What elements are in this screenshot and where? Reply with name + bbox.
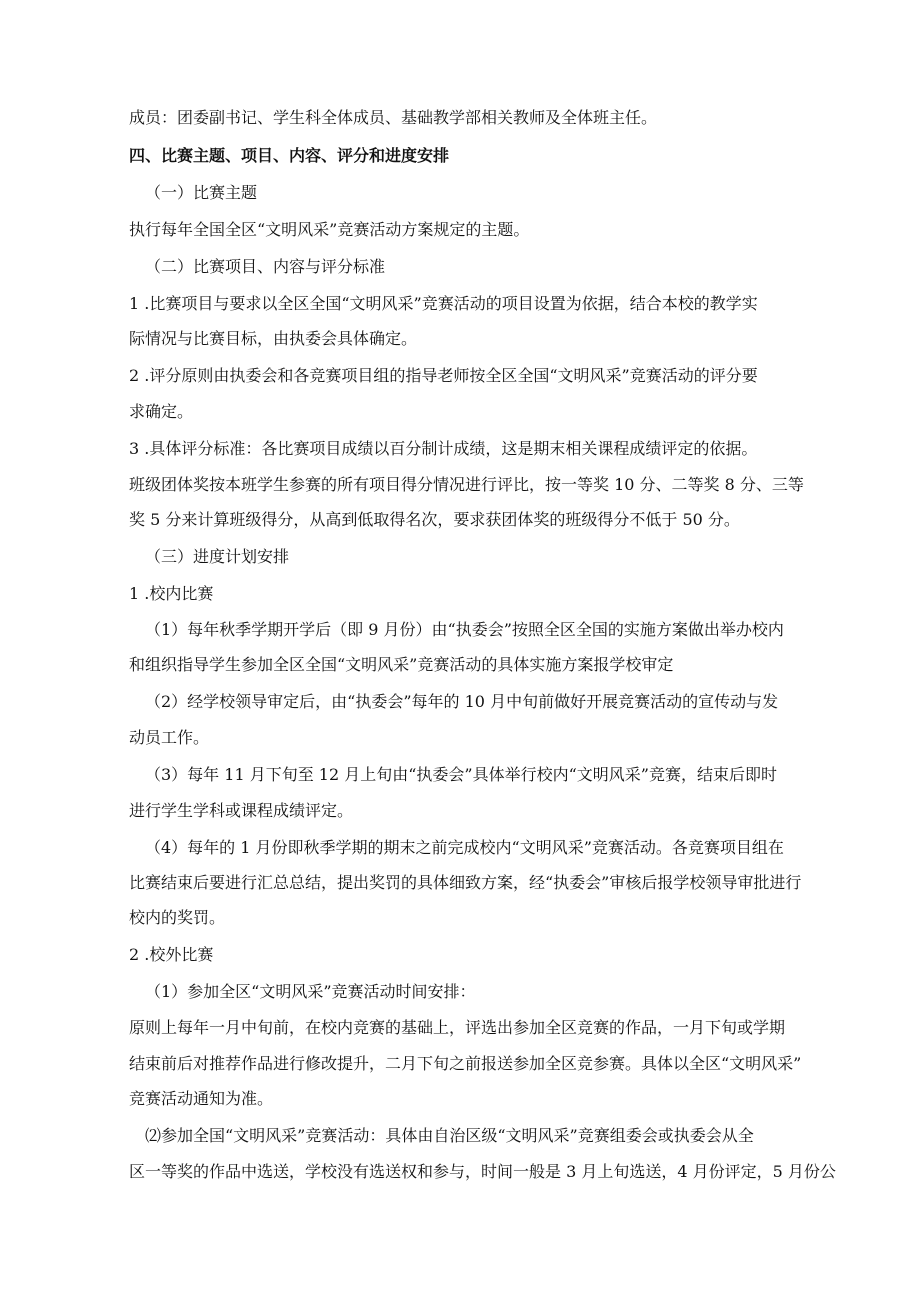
external-item-1-line-3: 竞赛活动通知为准。	[129, 1089, 274, 1108]
subheading-schedule: （三）进度计划安排	[145, 547, 290, 566]
campus-item-4-line-2: 比赛结束后要进行汇总总结，提出奖罚的具体细致方案，经“执委会”审核后报学校领导审批进行	[129, 873, 802, 892]
item-three-line: 3 .具体评分标准：各比赛项目成绩以百分制计成绩，这是期末相关课程成绩评定的依据。	[129, 439, 758, 458]
external-item-2-line-1: ⑵参加全国“文明风采”竞赛活动：具体由自治区级“文明风采”竞赛组委会或执委会从全	[145, 1126, 754, 1145]
external-item-1-line-2: 结束前后对推荐作品进行修改提升，二月下旬之前报送参加全区竞参赛。具体以全区“文明风采”	[129, 1054, 802, 1073]
section-four-heading: 四、比赛主题、项目、内容、评分和进度安排	[129, 146, 450, 165]
team-award-line-1: 班级团体奖按本班学生参赛的所有项目得分情况进行评比，按一等奖 10 分、二等奖 8 分、三等	[129, 475, 804, 494]
members-line: 成员：团委副书记、学生科全体成员、基础教学部相关教师及全体班主任。	[129, 108, 658, 127]
theme-paragraph: 执行每年全国全区“文明风采”竞赛活动方案规定的主题。	[129, 220, 530, 239]
item-one-line-1: 1 .比赛项目与要求以全区全国“文明风采”竞赛活动的项目设置为依据，结合本校的教学实	[129, 294, 758, 313]
external-competition-heading: 2 .校外比赛	[129, 945, 214, 964]
team-award-line-2: 奖 5 分来计算班级得分，从高到低取得名次，要求获团体奖的班级得分不低于 50 分。	[129, 510, 740, 529]
campus-item-2-line-1: （2）经学校领导审定后，由“执委会”每年的 10 月中旬前做好开展竞赛活动的宣传动与发	[145, 692, 779, 711]
campus-item-3-line-2: 进行学生学科或课程成绩评定。	[129, 801, 354, 820]
campus-item-4-line-3: 校内的奖罚。	[129, 908, 226, 927]
campus-item-1-line-2: 和组织指导学生参加全区全国“文明风采”竞赛活动的具体实施方案报学校审定	[129, 655, 674, 674]
item-two-line-1: 2 .评分原则由执委会和各竞赛项目组的指导老师按全区全国“文明风采”竞赛活动的评分要	[129, 366, 758, 385]
campus-item-3-line-1: （3）每年 11 月下旬至 12 月上旬由“执委会”具体举行校内“文明风采”竞赛，结束后即时	[145, 765, 777, 784]
external-item-1-heading: （1）参加全区“文明风采”竞赛活动时间安排：	[145, 982, 476, 1001]
external-item-1-line-1: 原则上每年一月中旬前，在校内竞赛的基础上，评选出参加全区竞赛的作品，一月下旬或学期	[129, 1018, 786, 1037]
campus-item-4-line-1: （4）每年的 1 月份即秋季学期的期末之前完成校内“文明风采”竞赛活动。各竞赛项目组在	[145, 838, 784, 857]
subheading-projects: （二）比赛项目、内容与评分标准	[145, 257, 386, 276]
item-two-line-2: 求确定。	[129, 402, 194, 421]
campus-item-1-line-1: （1）每年秋季学期开学后（即 9 月份）由“执委会”按照全区全国的实施方案做出举办校内	[145, 620, 784, 639]
subheading-theme: （一）比赛主题	[145, 183, 258, 202]
external-item-2-line-2: 区一等奖的作品中选送，学校没有选送权和参与，时间一般是 3 月上旬选送，4 月份评定，5 月份公	[129, 1162, 836, 1181]
campus-competition-heading: 1 .校内比赛	[129, 584, 214, 603]
campus-item-2-line-2: 动员工作。	[129, 728, 210, 747]
item-one-line-2: 际情况与比赛目标，由执委会具体确定。	[129, 329, 418, 348]
